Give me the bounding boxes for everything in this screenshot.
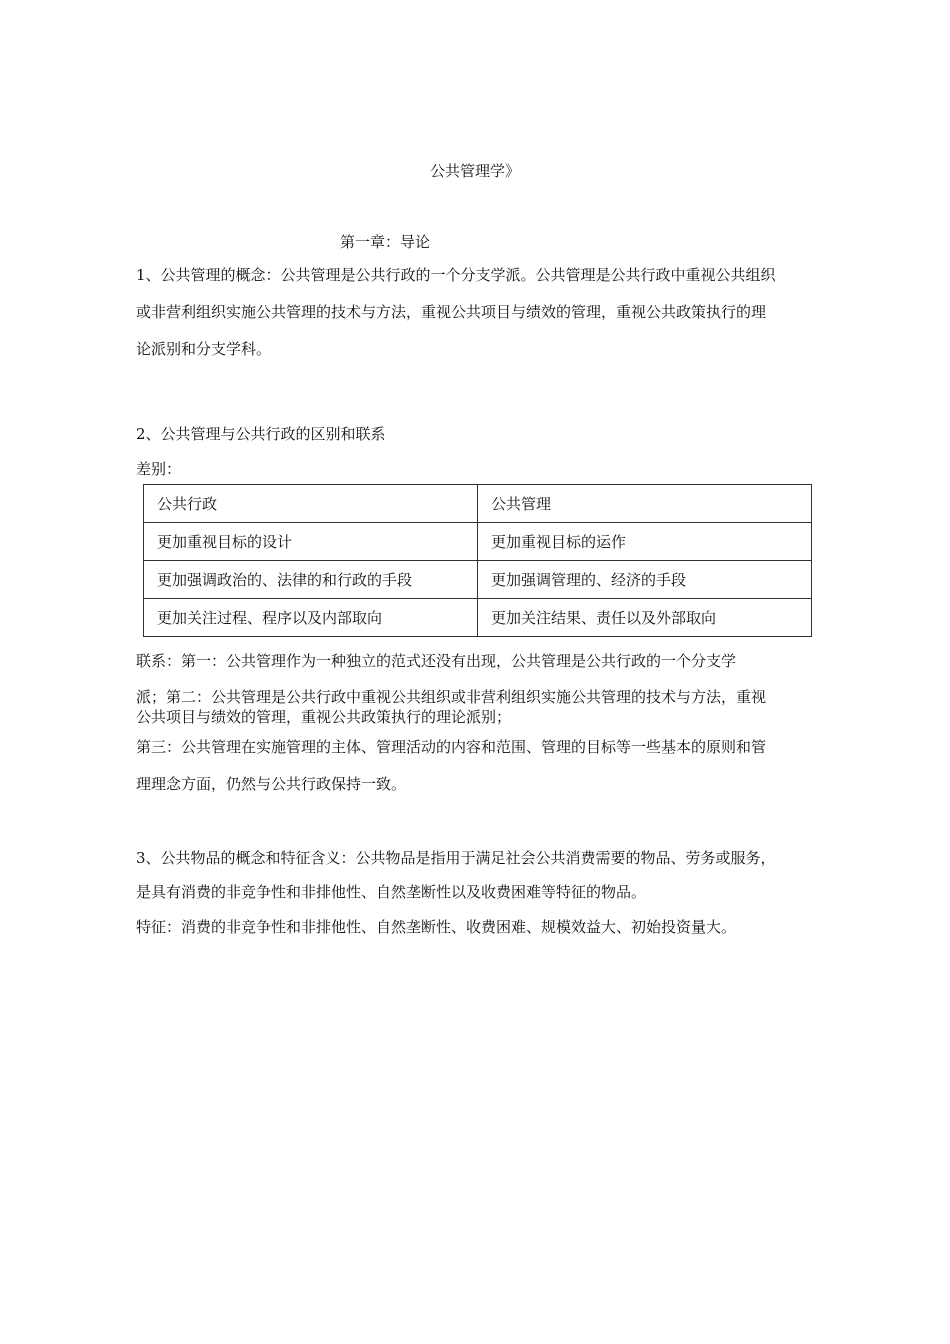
section-3-line: 特征：消费的非竞争性和非排他性、自然垄断性、收费困难、规模效益大、初始投资量大。 xyxy=(136,918,737,936)
table-row xyxy=(144,561,812,599)
table-cell: 更加关注过程、程序以及内部取向 xyxy=(144,599,478,637)
section-3-line: 3、公共物品的概念和特征含义：公共物品是指用于满足社会公共消费需要的物品、劳务或服务， xyxy=(136,849,776,867)
section-2-heading: 2、公共管理与公共行政的区别和联系 xyxy=(136,425,386,443)
difference-label: 差别： xyxy=(136,460,182,478)
table-cell: 更加强调管理的、经济的手段 xyxy=(478,561,812,599)
table-cell: 更加关注结果、责任以及外部取向 xyxy=(478,599,812,637)
relation-line: 派；第二：公共管理是公共行政中重视公共组织或非营利组织实施公共管理的技术与方法，重视 xyxy=(136,688,767,706)
relation-line: 公共项目与绩效的管理，重视公共政策执行的理论派别； xyxy=(136,708,512,726)
section-1-concept xyxy=(136,264,826,375)
relation-line: 联系：第一：公共管理作为一种独立的范式还没有出现，公共管理是公共行政的一个分支学 xyxy=(136,652,737,670)
table-cell: 公共行政 xyxy=(144,485,478,523)
comparison-table xyxy=(143,484,812,637)
table-cell: 公共管理 xyxy=(478,485,812,523)
section-1-line: 论派别和分支学科。 xyxy=(136,340,272,358)
relation-line: 第三：公共管理在实施管理的主体、管理活动的内容和范围、管理的目标等一些基本的原则和管 xyxy=(136,738,767,756)
table-row xyxy=(144,599,812,637)
section-3-public-goods xyxy=(136,847,826,951)
relation-line: 理理念方面，仍然与公共行政保持一致。 xyxy=(136,775,407,793)
table-row xyxy=(144,523,812,561)
table-cell: 更加强调政治的、法律的和行政的手段 xyxy=(144,561,478,599)
section-3-line: 是具有消费的非竞争性和非排他性、自然垄断性以及收费困难等特征的物品。 xyxy=(136,883,647,901)
table-cell: 更加重视目标的运作 xyxy=(478,523,812,561)
section-1-line: 1、公共管理的概念：公共管理是公共行政的一个分支学派。公共管理是公共行政中重视公共组织 xyxy=(136,266,776,284)
table-header-row xyxy=(144,485,812,523)
table-cell: 更加重视目标的设计 xyxy=(144,523,478,561)
section-1-line: 或非营利组织实施公共管理的技术与方法，重视公共项目与绩效的管理，重视公共政策执行的理 xyxy=(136,303,767,321)
document-title: 公共管理学》 xyxy=(429,162,520,180)
chapter-heading: 第一章：导论 xyxy=(340,233,431,251)
